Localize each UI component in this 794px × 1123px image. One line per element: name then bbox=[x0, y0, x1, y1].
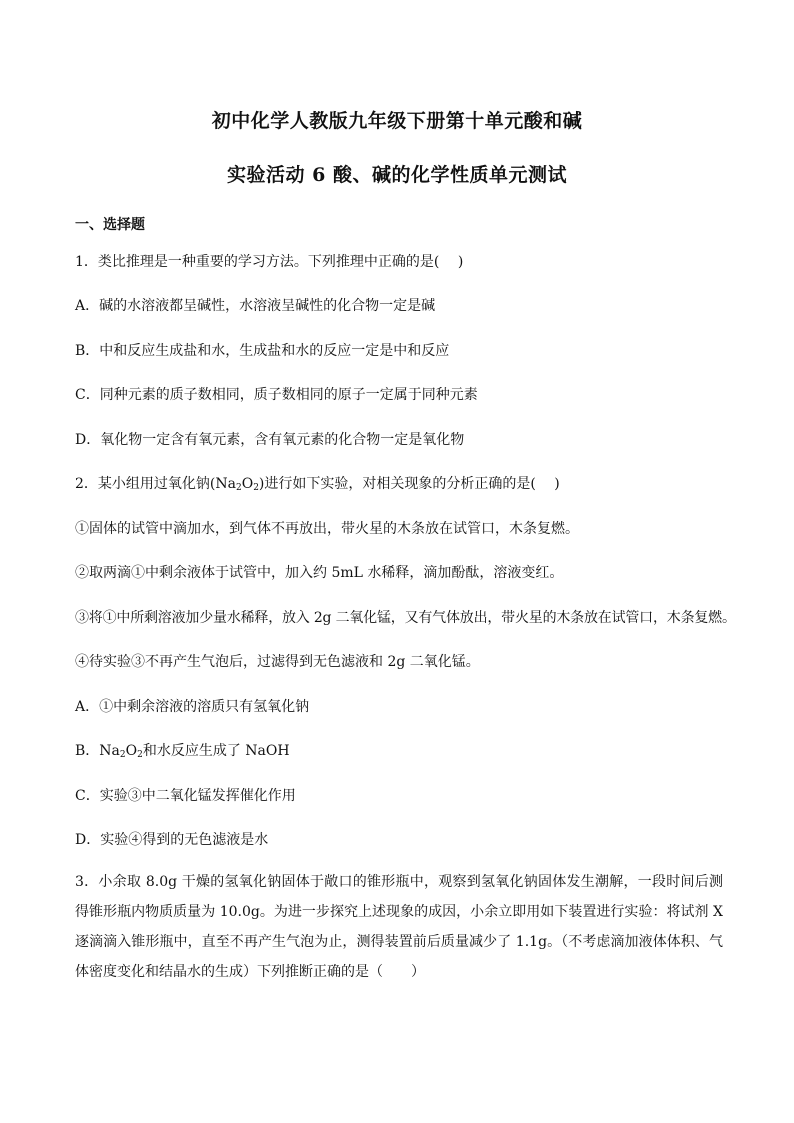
q2-b-pre: B．Na bbox=[75, 743, 120, 759]
question-2-option-d: D．实验④得到的无色滤液是水 bbox=[75, 832, 269, 848]
question-3-stem: 3．小余取 8.0g 干燥的氢氧化钠固体于敞口的锥形瓶中，观察到氢氧化钠固体发生潮解，一段时间后测得锥形瓶内物质质量为 10.0g。为进一步探究上述现象的成因，小余立即用如下装置进行实验：将试剂 X 逐滴滴入锥形瓶中，直至不再产生气泡为止，测得装置前后质量减少了 1.1g。（不考虑滴加液体体积、气体密度变化和结晶水的生成）下列推断正确的是（ ） bbox=[75, 874, 723, 980]
question-2-step-2: ②取两滴①中剩余液体于试管中，加入约 5mL 水稀释，滴加酚酞，溶液变红。 bbox=[75, 565, 564, 581]
q2-b-sub1: 2 bbox=[119, 750, 126, 760]
question-1-option-b: B．中和反应生成盐和水，生成盐和水的反应一定是中和反应 bbox=[75, 343, 450, 359]
q2-stem-post: )进行如下实验，对相关现象的分析正确的是( ) bbox=[258, 476, 560, 492]
q2-stem-sub1: 2 bbox=[235, 483, 242, 493]
question-2-option-c: C．实验③中二氧化锰发挥催化作用 bbox=[75, 788, 296, 804]
document-title: 初中化学人教版九年级下册第十单元酸和碱 bbox=[211, 110, 583, 132]
question-1-option-a: A．碱的水溶液都呈碱性，水溶液呈碱性的化合物一定是碱 bbox=[75, 298, 436, 314]
question-2-option-b bbox=[75, 740, 290, 760]
question-1-option-d: D．氧化物一定含有氧元素，含有氧元素的化合物一定是氧化物 bbox=[75, 432, 465, 448]
q2-b-post: 和水反应生成了 NaOH bbox=[142, 743, 290, 759]
document-subtitle: 实验活动 6 酸、碱的化学性质单元测试 bbox=[227, 164, 567, 186]
question-2-step-4: ④待实验③不再产生气泡后，过滤得到无色滤液和 2g 二氧化锰。 bbox=[75, 654, 480, 670]
question-2-step-3: ③将①中所剩溶液加少量水稀释，放入 2g 二氧化锰，又有气体放出，带火星的木条放在试管口，木条复燃。 bbox=[75, 610, 736, 626]
q2-b-mid: O bbox=[125, 743, 138, 759]
question-2-option-a: A．①中剩余溶液的溶质只有氢氧化钠 bbox=[75, 699, 310, 715]
question-2-step-1: ①固体的试管中滴加水，到气体不再放出，带火星的木条放在试管口，木条复燃。 bbox=[75, 521, 579, 537]
q2-stem-sub2: 2 bbox=[253, 483, 259, 493]
section-heading: 一、选择题 bbox=[75, 217, 145, 233]
question-2-stem bbox=[75, 473, 560, 493]
q2-stem-mid: O bbox=[241, 476, 254, 492]
question-1-stem: 1．类比推理是一种重要的学习方法。下列推理中正确的是( ) bbox=[75, 254, 464, 270]
question-1-option-c: C．同种元素的质子数相同，质子数相同的原子一定属于同种元素 bbox=[75, 387, 478, 403]
q2-stem-pre: 2．某小组用过氧化钠(Na bbox=[75, 476, 236, 492]
q2-b-sub2: 2 bbox=[137, 750, 143, 760]
